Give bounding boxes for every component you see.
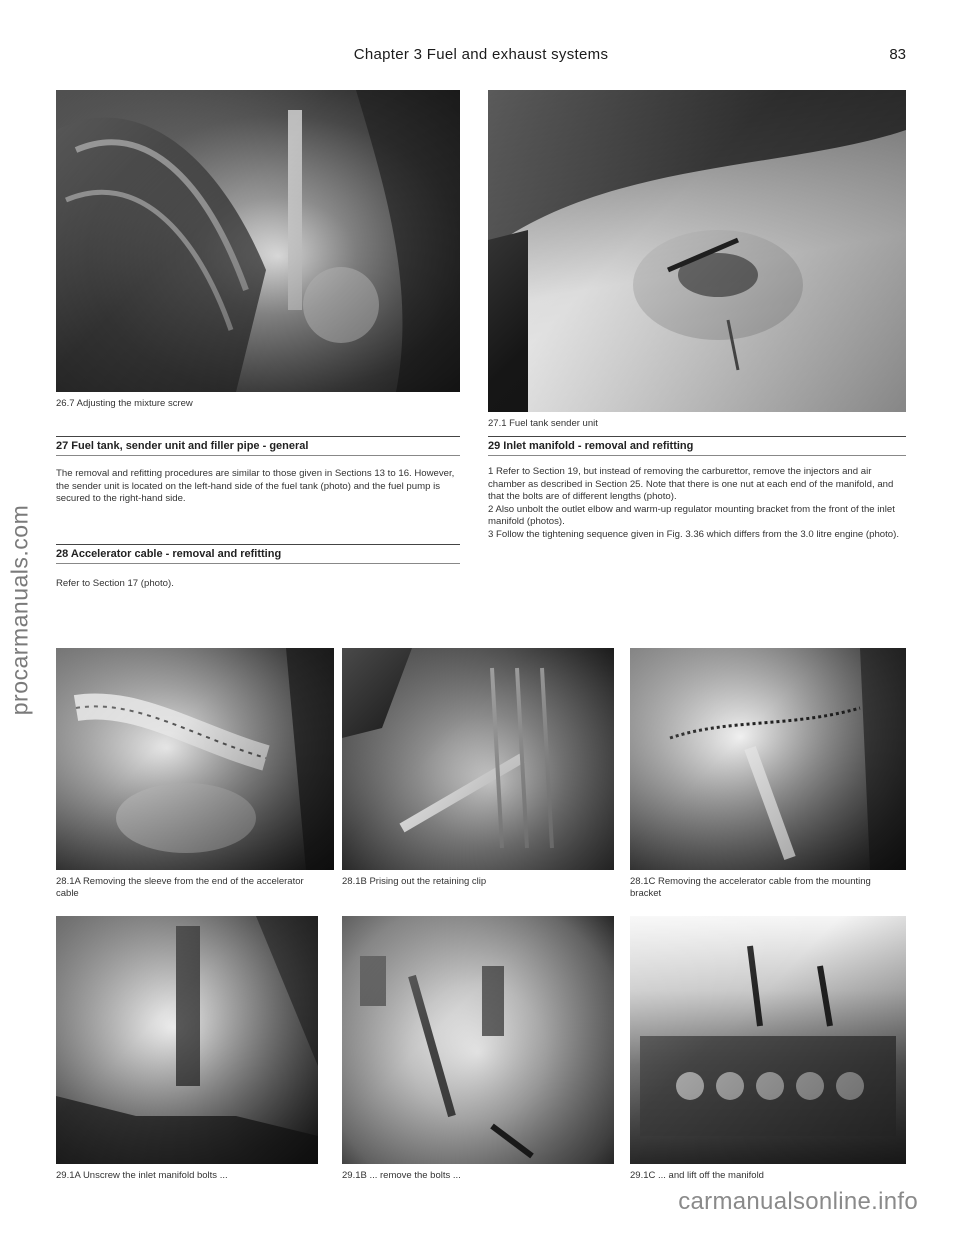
section-29-body <box>488 466 906 541</box>
photo-shade <box>342 916 614 1164</box>
side-watermark <box>0 480 40 740</box>
page-number: 83 <box>889 46 906 63</box>
bottom-watermark: carmanualsonline.info <box>678 1188 918 1215</box>
photo-lift-off-manifold <box>630 916 906 1164</box>
photo-shade <box>56 90 460 392</box>
photo-fuel-tank-sender <box>488 90 906 412</box>
photo-remove-bolts <box>342 916 614 1164</box>
caption-28-1c: 28.1C Removing the accelerator cable from the mounting bracket <box>630 876 871 899</box>
section-27-body <box>56 468 460 506</box>
photo-shade <box>488 90 906 412</box>
section-27-paragraph: The removal and refitting procedures are similar to those given in Sections 13 to 16. However, the sender unit is located on the left-hand side of the fuel tank (photo) and the fuel pump is secured to the right-hand side. <box>56 468 455 504</box>
heading-section-28: 28 Accelerator cable - removal and refitting <box>56 544 460 564</box>
photo-shade <box>630 648 906 870</box>
caption-27-1: 27.1 Fuel tank sender unit <box>488 418 598 429</box>
caption-26-7: 26.7 Adjusting the mixture screw <box>56 398 193 409</box>
heading-section-27: 27 Fuel tank, sender unit and filler pipe - general <box>56 436 460 456</box>
section-28-paragraph: Refer to Section 17 (photo). <box>56 578 174 589</box>
section-28-body <box>56 578 460 591</box>
section-29-paragraph-1: 1 Refer to Section 19, but instead of removing the carburettor, remove the injectors and air chamber as described in Section 25. Note that there is one nut at each end of the manifold, and that the bolts are of different lengths (photo). <box>488 466 894 502</box>
photo-shade <box>630 916 906 1164</box>
photo-removing-sleeve <box>56 648 334 870</box>
photo-shade <box>56 916 318 1164</box>
side-watermark-text: procarmanuals.com <box>6 504 33 716</box>
heading-section-29: 29 Inlet manifold - removal and refitting <box>488 436 906 456</box>
caption-29-1b: 29.1B ... remove the bolts ... <box>342 1170 461 1181</box>
section-29-paragraph-3: 3 Follow the tightening sequence given in Fig. 3.36 which differs from the 3.0 litre engine (photo). <box>488 528 899 540</box>
caption-28-1a: 28.1A Removing the sleeve from the end of the accelerator cable <box>56 876 304 899</box>
photo-unscrew-manifold-bolts <box>56 916 318 1164</box>
photo-mixture-screw <box>56 90 460 392</box>
section-29-paragraph-2: 2 Also unbolt the outlet elbow and warm-up regulator mounting bracket from the front of the inlet manifold (photos). <box>488 503 895 527</box>
page-header <box>56 46 906 74</box>
chapter-title: Chapter 3 Fuel and exhaust systems <box>353 46 609 63</box>
caption-29-1c: 29.1C ... and lift off the manifold <box>630 1170 764 1181</box>
photo-prising-clip <box>342 648 614 870</box>
caption-29-1a: 29.1A Unscrew the inlet manifold bolts ... <box>56 1170 228 1181</box>
caption-28-1b: 28.1B Prising out the retaining clip <box>342 876 487 887</box>
photo-shade <box>342 648 614 870</box>
photo-shade <box>56 648 334 870</box>
photo-cable-from-bracket <box>630 648 906 870</box>
